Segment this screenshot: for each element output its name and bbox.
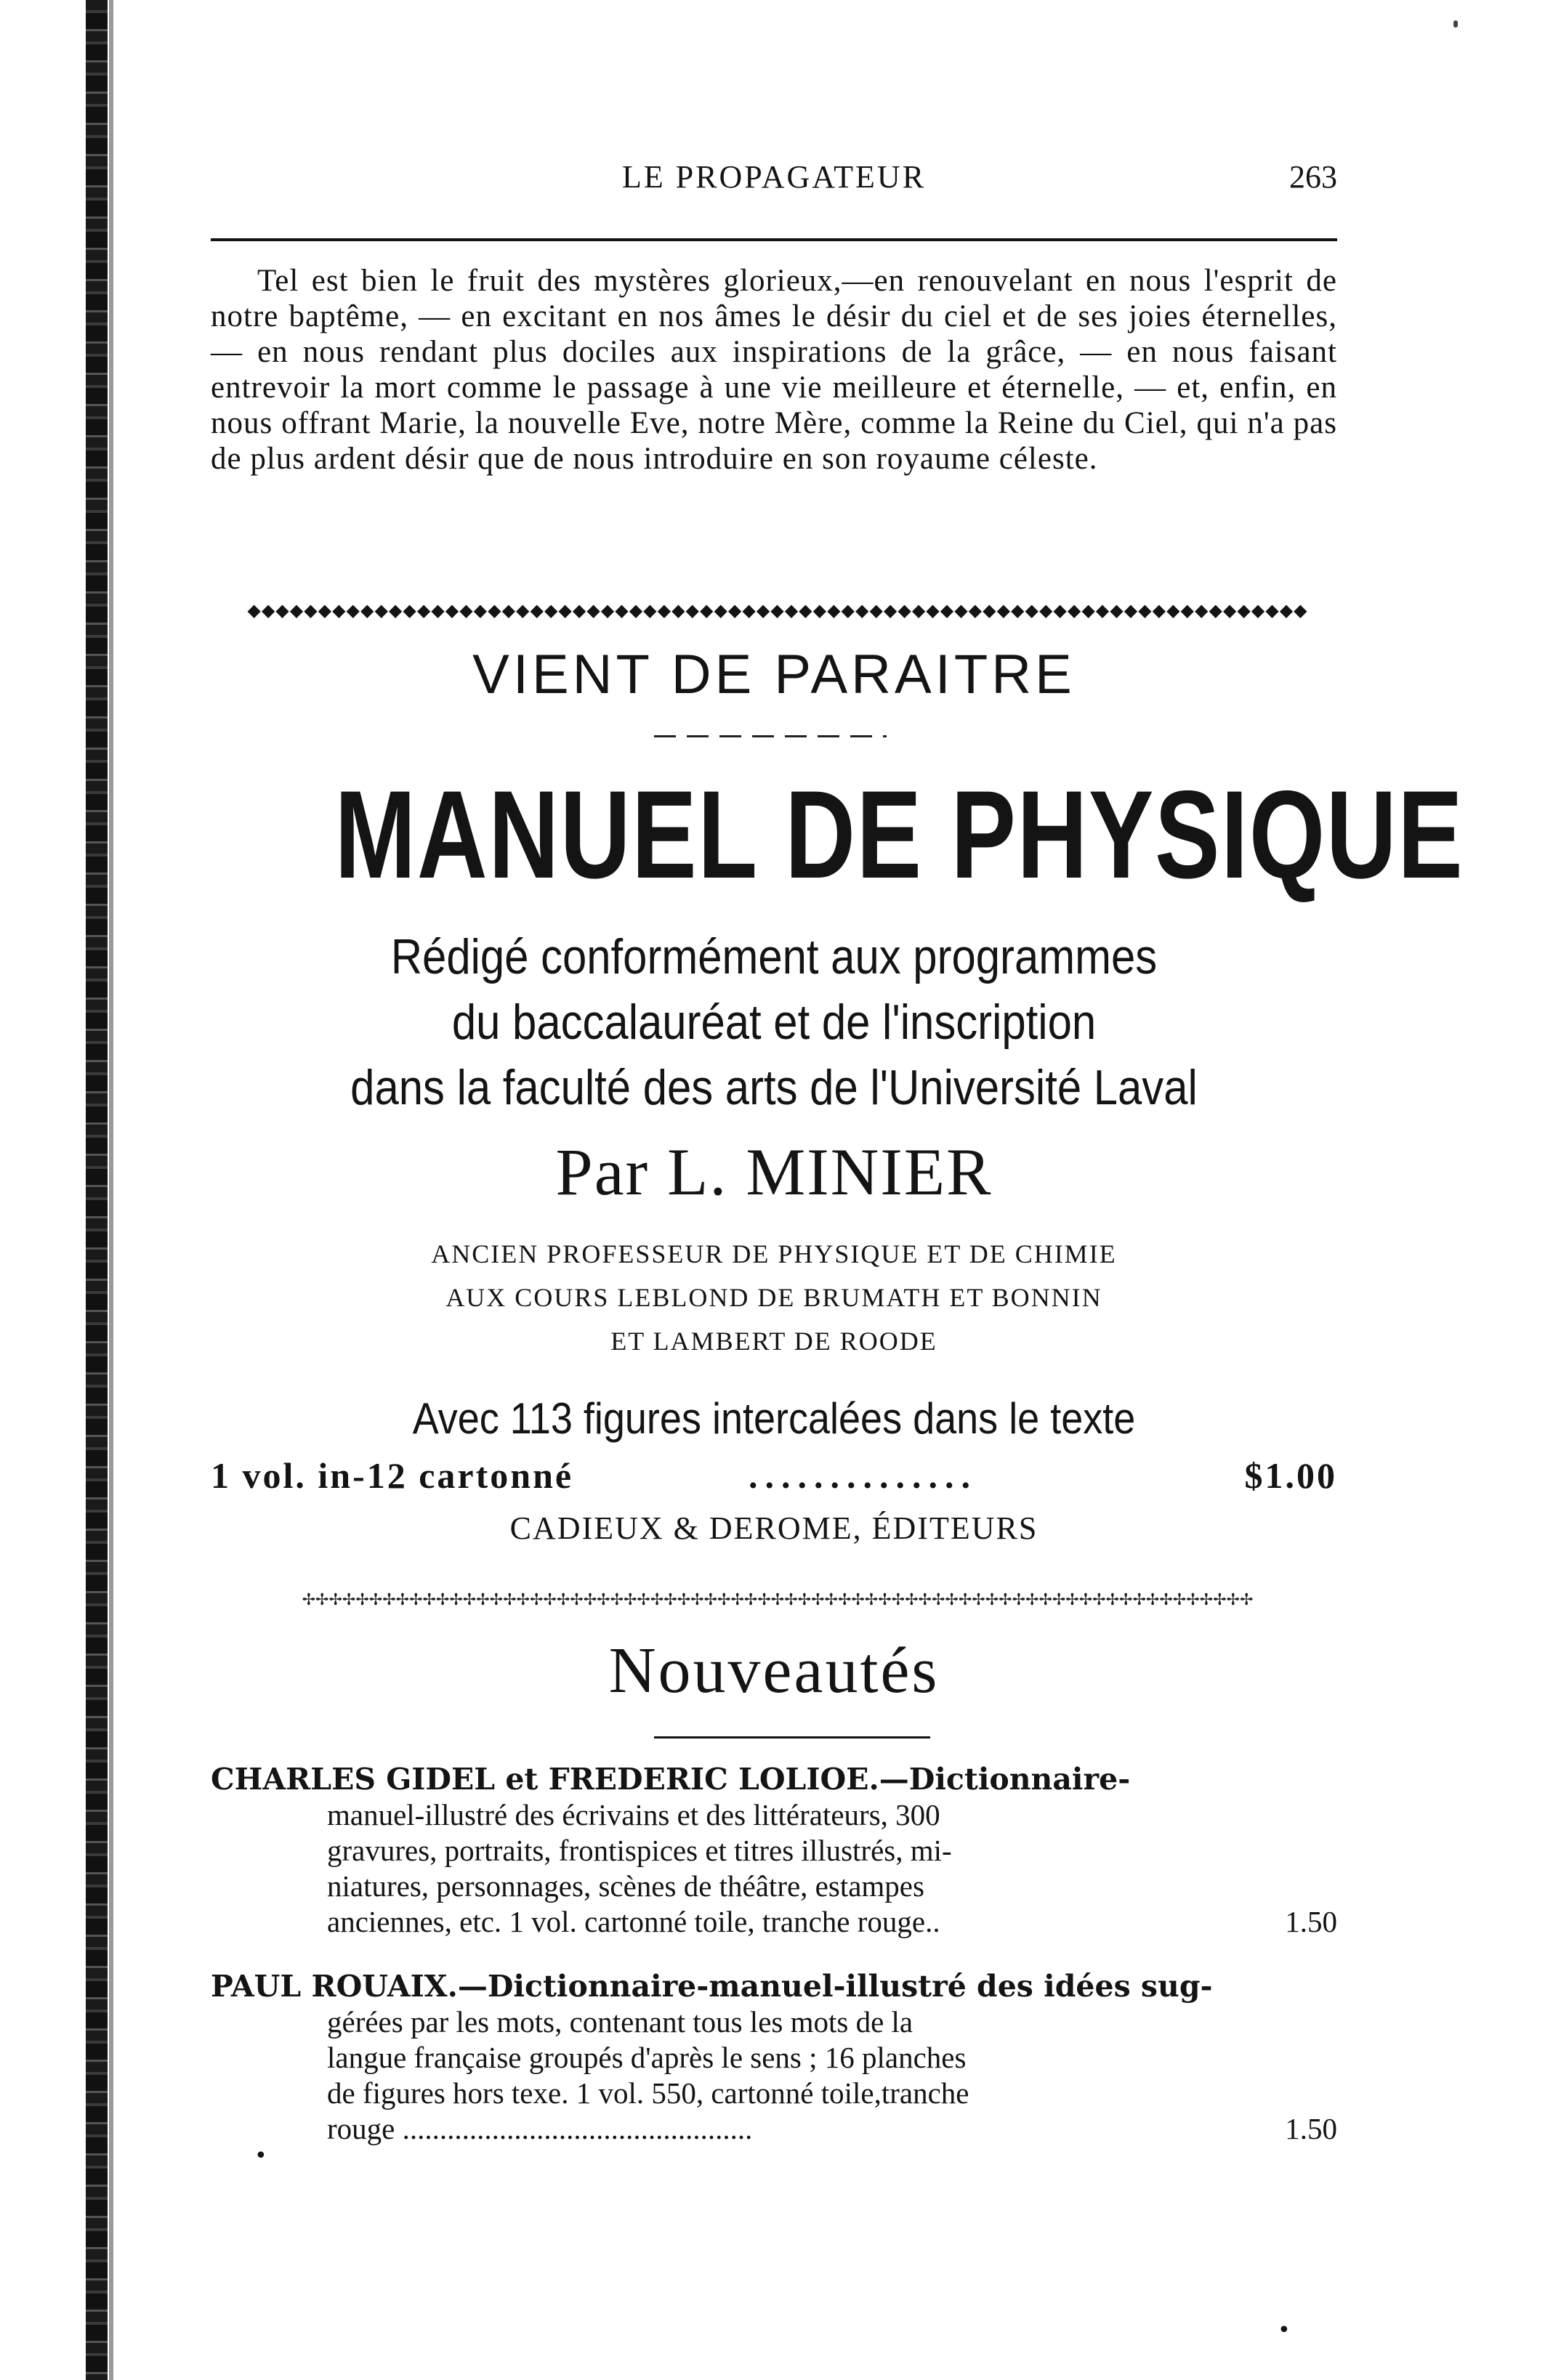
entry-line: langue française groupés d'après le sens ; 16 planches [327,2041,967,2074]
subtitle-line-3: dans la faculté des arts de l'Université Laval [350,1060,1198,1115]
volume-format: 1 vol. in-12 cartonné [211,1455,574,1496]
section-title: Nouveautés [608,1635,940,1707]
entry-line: de figures hors texe. 1 vol. 550, cartonné toile,tranche [327,2076,969,2110]
ink-speck [1453,20,1458,28]
entry-last-line [211,1904,1337,1940]
entry-line: manuel-illustré des écrivains et des littérateurs, 300 [327,1798,940,1831]
header-rule [211,238,1337,241]
subtitle-line-1: Rédigé conformément aux programmes [390,929,1158,984]
entry-heading: CHARLES GIDEL et FREDERIC LOLIOE.—Dictionnaire- [211,1762,1131,1797]
page-binding-edge [86,0,108,2380]
listing-entry [211,1762,1337,1940]
margin-dot: • [254,2143,267,2169]
entry-line: niatures, personnages, scènes de théâtre, estampes [327,1869,924,1903]
entry-line: anciennes, etc. 1 vol. cartonné toile, tranche rouge.. [327,1905,940,1938]
headline-dash-rule [654,735,887,737]
page-binding-shadow [109,0,113,2380]
subtitle-line-2: du baccalauréat et de l'inscription [451,995,1097,1050]
running-head [211,158,1337,202]
entry-line: gérées par les mots, contenant tous les mots de la [327,2005,913,2039]
listing-entry [211,1969,1337,2147]
entry-price: 1.50 [1285,1905,1337,1938]
entry-line: gravures, portraits, frontispices et titres illustrés, mi- [327,1834,952,1867]
author-credentials-2: AUX COURS LEBLOND DE BRUMATH ET BONNIN [445,1283,1102,1312]
entry-heading: PAUL ROUAIX.—Dictionnaire-manuel-illustré des idées sug- [211,1969,1213,2004]
entry-price: 1.50 [1285,2112,1337,2145]
price-line [211,1454,1337,1498]
entry-line: rouge ............................................... [327,2112,753,2145]
figures-note: Avec 113 figures intercalées dans le texte [412,1394,1136,1443]
book-title: MANUEL DE PHYSIQUE [334,765,1464,904]
margin-dot: • [1278,2318,1291,2343]
diamond-border-rule: ◆◆◆◆◆◆◆◆◆◆◆◆◆◆◆◆◆◆◆◆◆◆◆◆◆◆◆◆◆◆◆◆◆◆◆◆◆◆◆◆◆◆◆◆◆◆◆◆◆◆◆◆◆◆◆◆◆◆◆◆◆◆◆◆◆◆◆◆◆◆◆◆◆◆◆ [247,600,1308,620]
entry-last-line [211,2111,1337,2147]
section-rule [654,1736,930,1739]
publisher: CADIEUX & DEROME, ÉDITEURS [509,1510,1038,1546]
page-number: 263 [1289,159,1337,195]
body-paragraph: Tel est bien le fruit des mystères glorieux,—en renouvelant en nous l'esprit de notre baptême, — en excitant en nos âmes le désir du ciel et de ses joies éternelles, — en nous rendant plus dociles aux inspirations de la grâce, — en nous faisant entrevoir la mort comme le passage à une vie meilleure et éternelle, — et, enfin, en nous offrant Marie, la nouvelle Eve, notre Mère, comme la Reine du Ciel, qui n'a pas de plus ardent désir que de nous introduire en son royaume céleste. [211,264,1337,476]
leader-dots: .............. [749,1455,977,1496]
author-credentials-1: ANCIEN PROFESSEUR DE PHYSIQUE ET DE CHIMIE [431,1239,1117,1268]
author-byline: Par L. MINIER [555,1135,993,1209]
cross-border-rule: ✢✢✢✢✢✢✢✢✢✢✢✢✢✢✢✢✢✢✢✢✢✢✢✢✢✢✢✢✢✢✢✢✢✢✢✢✢✢✢✢✢✢✢✢✢✢✢✢✢✢✢✢✢✢✢✢✢✢✢✢✢✢✢✢✢✢✢✢✢✢✢ [302,1591,1254,1609]
running-head-title: LE PROPAGATEUR [621,159,927,195]
book-price: $1.00 [1244,1455,1337,1496]
ad-headline: VIENT DE PARAITRE [472,644,1076,705]
author-credentials-3: ET LAMBERT DE ROODE [610,1327,937,1356]
